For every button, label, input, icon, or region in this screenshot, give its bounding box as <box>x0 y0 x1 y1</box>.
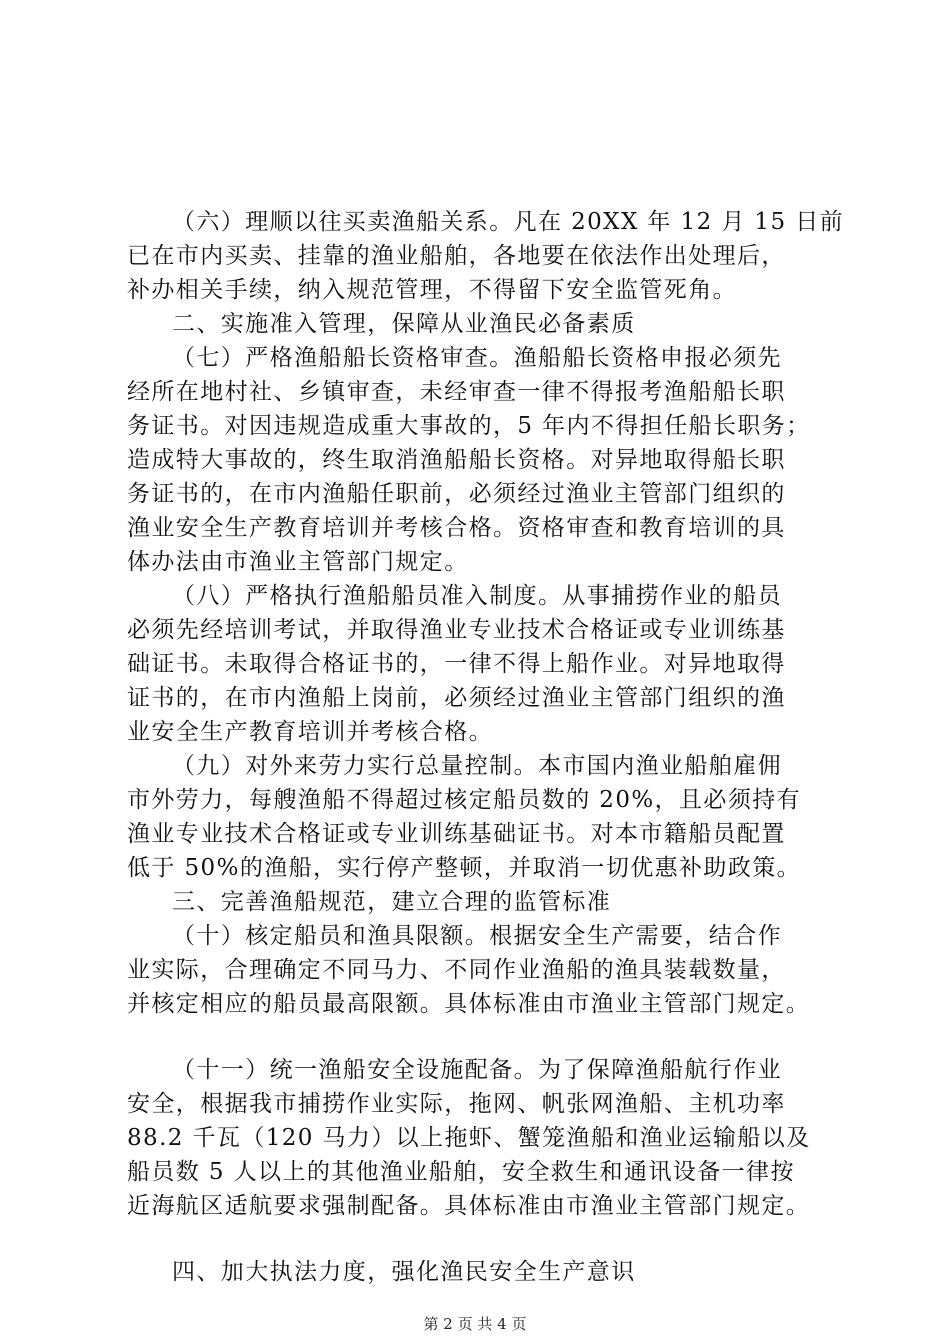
page-footer: 第 2 页 共 4 页 <box>423 1315 527 1333</box>
paragraph-8-line-3: 础证书。未取得合格证书的，一律不得上船作业。对异地取得 <box>127 651 786 677</box>
paragraph-11-line-3: 88.2 千瓦（120 马力）以上拖虾、蟹笼渔船和渔业运输船以及 <box>127 1125 811 1151</box>
paragraph-11-line-4: 船员数 5 人以上的其他渔业船舶，安全救生和通讯设备一律按 <box>127 1159 795 1185</box>
paragraph-7-line-5: 务证书的，在市内渔船任职前，必须经过渔业主管部门组织的 <box>127 481 786 507</box>
paragraph-8-line-1: （八）严格执行渔船船员准入制度。从事捕捞作业的船员 <box>172 583 782 609</box>
paragraph-9-line-4: 低于 50%的渔船，实行停产整顿，并取消一切优惠补助政策。 <box>127 855 802 881</box>
paragraph-8-line-2: 必须先经培训考试，并取得渔业专业技术合格证或专业训练基 <box>127 617 786 643</box>
paragraph-7-line-7: 体办法由市渔业主管部门规定。 <box>127 549 469 575</box>
paragraph-10-line-1: （十）核定船员和渔具限额。根据安全生产需要，结合作 <box>172 923 782 949</box>
section-3-heading: 三、完善渔船规范，建立合理的监管标准 <box>172 889 612 915</box>
paragraph-7-line-6: 渔业安全生产教育培训并考核合格。资格审查和教育培训的具 <box>127 515 786 541</box>
paragraph-7-line-3: 务证书。对因违规造成重大事故的，5 年内不得担任船长职务； <box>127 413 811 439</box>
paragraph-8-line-4: 证书的，在市内渔船上岗前，必须经过渔业主管部门组织的渔 <box>127 685 786 711</box>
paragraph-7-line-2: 经所在地村社、乡镇审查，未经审查一律不得报考渔船船长职 <box>127 379 786 405</box>
paragraph-8-line-5: 业安全生产教育培训并考核合格。 <box>127 719 493 745</box>
section-4-heading: 四、加大执法力度，强化渔民安全生产意识 <box>172 1259 636 1285</box>
paragraph-11-line-2: 安全，根据我市捕捞作业实际，拖网、帆张网渔船、主机功率 <box>127 1091 786 1117</box>
paragraph-6-line-2: 已在市内买卖、挂靠的渔业船舶，各地要在依法作出处理后， <box>127 243 786 269</box>
paragraph-9-line-2: 市外劳力，每艘渔船不得超过核定船员数的 20%，且必须持有 <box>127 787 802 813</box>
paragraph-9-line-1: （九）对外来劳力实行总量控制。本市国内渔业船舶雇佣 <box>172 753 782 779</box>
paragraph-11-line-5: 近海航区适航要求强制配备。具体标准由市渔业主管部门规定。 <box>127 1193 811 1219</box>
section-2-heading: 二、实施准入管理，保障从业渔民必备素质 <box>172 311 636 337</box>
paragraph-11-line-1: （十一）统一渔船安全设施配备。为了保障渔船航行作业 <box>172 1057 782 1083</box>
paragraph-10-line-2: 业实际，合理确定不同马力、不同作业渔船的渔具装载数量， <box>127 957 786 983</box>
paragraph-7-line-1: （七）严格渔船船长资格审查。渔船船长资格申报必须先 <box>172 345 782 371</box>
paragraph-6-line-1: （六）理顺以往买卖渔船关系。凡在 20XX 年 12 月 15 日前 <box>172 209 845 235</box>
paragraph-9-line-3: 渔业专业技术合格证或专业训练基础证书。对本市籍船员配置 <box>127 821 786 847</box>
paragraph-7-line-4: 造成特大事故的，终生取消渔船船长资格。对异地取得船长职 <box>127 447 786 473</box>
paragraph-10-line-3: 并核定相应的船员最高限额。具体标准由市渔业主管部门规定。 <box>127 991 811 1017</box>
paragraph-6-line-3: 补办相关手续，纳入规范管理，不得留下安全监管死角。 <box>127 277 737 303</box>
